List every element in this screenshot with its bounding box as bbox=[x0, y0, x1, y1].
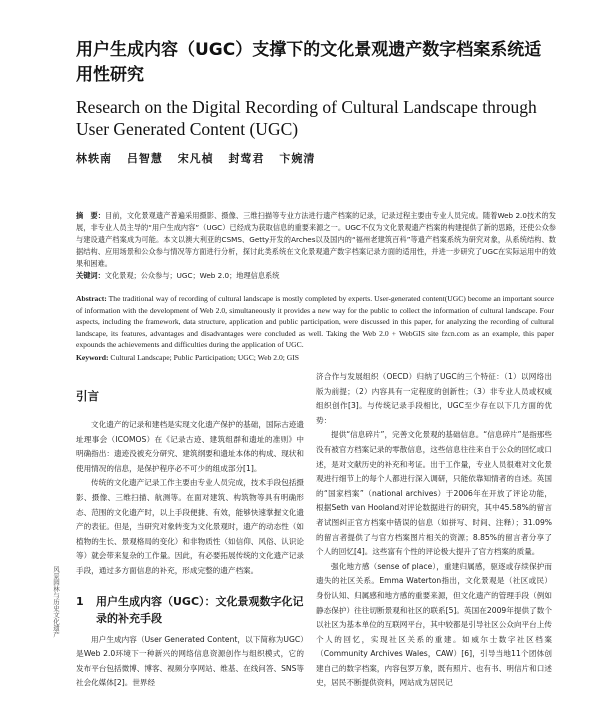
abstract-english bbox=[76, 293, 554, 351]
body-paragraph: 传统的文化遗产记录工作主要由专业人员完成，技术手段包括摄影、摄像、三维扫描、航测等。在面对建筑、构筑物等具有明确形态、范围的文化遗产时，以上手段便捷、有效，能够快速掌握文化遗产的表征。但是，当研究对象转变为文化景观时，遗产的动态性（如植物的生长、景观格局的变化）和非物质性（如信仰、风俗、认识论等）就会带来复杂的工作量。因此，有必要拓展传统的文化遗产记录手段，通过多方面信息的补充，形成完整的遗产档案。 bbox=[76, 478, 304, 575]
section-title: 用户生成内容（UGC）：文化景观数字化记录的补充手段 bbox=[96, 594, 304, 625]
paper-title-chinese: 用户生成内容（UGC）支撑下的文化景观遗产数字档案系统适用性研究 bbox=[76, 40, 542, 85]
body-paragraph: 提供“信息碎片”，完善文化景观的基础信息。“信息碎片”是指那些没有被官方档案记录的零散信息，这些信息往往来自于公众的回忆或口述，是对文献历史的补充和考证。出于工作量，专业人员很难对文化景观进行细节上的每个人都进行深入调研，只能依靠知情者的自述。英国的“国家档案”（national archives）于2006年在开放了评论功能，根据Seth van Hooland对评论数据进行的研究，其中45.58%的留言者试图纠正官方档案中错误的信息（如拼写、时间、注释）；31.09%的留言者提供了与官方档案图片相关的资源；8.85%的留言者分享了个人的回忆[4]。这些富有个性的评论极大提升了官方档案的质量。 bbox=[316, 430, 552, 557]
journal-section-label: 风景园林与历史文化遗产 bbox=[52, 566, 60, 638]
body-paragraph: 用户生成内容（User Generated Content，以下简称为UGC）是Web 2.0环境下一种新兴的网络信息资源创作与组织模式，它的发布平台包括微博、博客、视频分享网站、维基、在线问答、SNS等社会化媒体[2]。世界经 bbox=[76, 634, 304, 688]
left-column bbox=[76, 382, 304, 691]
abstract-label: 摘 要： bbox=[76, 211, 106, 220]
abstract-text: The traditional way of recording of cultural landscape is mostly completed by experts. User-generated content(UGC) become an important source of information with the development of Web 2.0, simultaneously it provides a new way for the public to collect the information of cultural landscape. Four aspects, including the framework, data structure, application and public participation, were discussed in this paper, for analyzing the recording of cultural landscape, its features, advantages and disadvantages were concluded as well. Taking the Web 2.0 + WebGIS site fzcn.com as an example, this paper expounds the achievements and difficulties during the application of UGC. bbox=[76, 294, 554, 350]
keywords-english bbox=[76, 352, 556, 363]
author: 林轶南 bbox=[76, 152, 112, 165]
section-number: 1 bbox=[76, 594, 84, 608]
body-paragraph: 济合作与发展组织（OECD）归纳了UGC的三个特征：（1）以网络出版为前提；（2）内容具有一定程度的创新性；（3）非专业人员或权威组织创作[3]。与传统记录手段相比，UGC至少存在以下几方面的优势： bbox=[316, 372, 552, 425]
keywords-label: 关键词： bbox=[76, 271, 105, 280]
paper-title-english: Research on the Digital Recording of Cultural Landscape through User Generated Content (UGC) bbox=[76, 97, 537, 139]
author: 吕智慧 bbox=[126, 152, 163, 165]
abstract-chinese bbox=[76, 210, 556, 270]
section-heading bbox=[76, 593, 304, 627]
introduction-heading: 引言 bbox=[76, 389, 99, 403]
keywords-text: 文化景观；公众参与；UGC；Web 2.0；地理信息系统 bbox=[104, 271, 280, 280]
author: 封莺君 bbox=[228, 152, 265, 165]
author: 卞婉清 bbox=[279, 152, 316, 165]
abstract-text: 目前，文化景观遗产普遍采用摄影、摄像、三维扫描等专业方法进行遗产档案的记录，记录过程主要由专业人员完成。随着Web 2.0技术的发展，非专业人员主导的“用户生成内容”（UGC）已经成为获取信息的重要来源之一。UGC不仅为文化景观遗产档案的构建提供了新的思路，还使公众参与建设遗产档案成为可能。本文以澳大利亚的CSMS、Getty开发的Arches以及国内的“福州老建筑百科”等遗产档案系统为研究对象，从系统结构、数据结构、应用场景和公众参与情况等方面进行分析，探讨此类系统在文化景观遗产数字档案记录方面的适用性，并进一步研究了UGC在实际运用中的效果和困难。 bbox=[76, 211, 556, 268]
abstract-label: Abstract: bbox=[76, 294, 107, 303]
author-list bbox=[76, 150, 476, 166]
keywords-label: Keyword: bbox=[76, 353, 109, 362]
right-column bbox=[316, 370, 552, 691]
body-paragraph: 强化地方感（sense of place），重建归属感，驱逐或存续保护而遗失的社区关系。Emma Waterton指出，文化景观是（社区或民）身份认知、归属感和地方感的重要来源，但文化遗产的管理手段（例如静态保护）往往切断景观和社区的联系[5]。英国在2009年提供了数个以社区为基本单位的互联网平台，其中较都是引导社区公众向平台上传个人的回忆，实现社区关系的重建。如威尔士数字社区档案（Community Archives Wales，CAW）[6]，引导当地11个团体创建自己的数字档案，内容包罗万象，既有照片、也有书、明信片和口述史，居民不断提供资料，网站成为居民记 bbox=[316, 561, 552, 688]
author: 宋凡楨 bbox=[177, 152, 214, 165]
keywords-chinese bbox=[76, 270, 556, 282]
body-paragraph: 文化遗产的记录和建档是实现文化遗产保护的基础，国际古迹遗址理事会（ICOMOS）在《记录古迹、建筑组群和遗址的准则》中明确指出：遗迹没被充分研究、建筑纲要和遗址本体的构成、现状和使用情况的信息，是保护程序必不可少的组成部分[1]。 bbox=[76, 420, 304, 473]
keywords-text: Cultural Landscape; Public Participation; UGC; Web 2.0; GIS bbox=[110, 353, 300, 362]
